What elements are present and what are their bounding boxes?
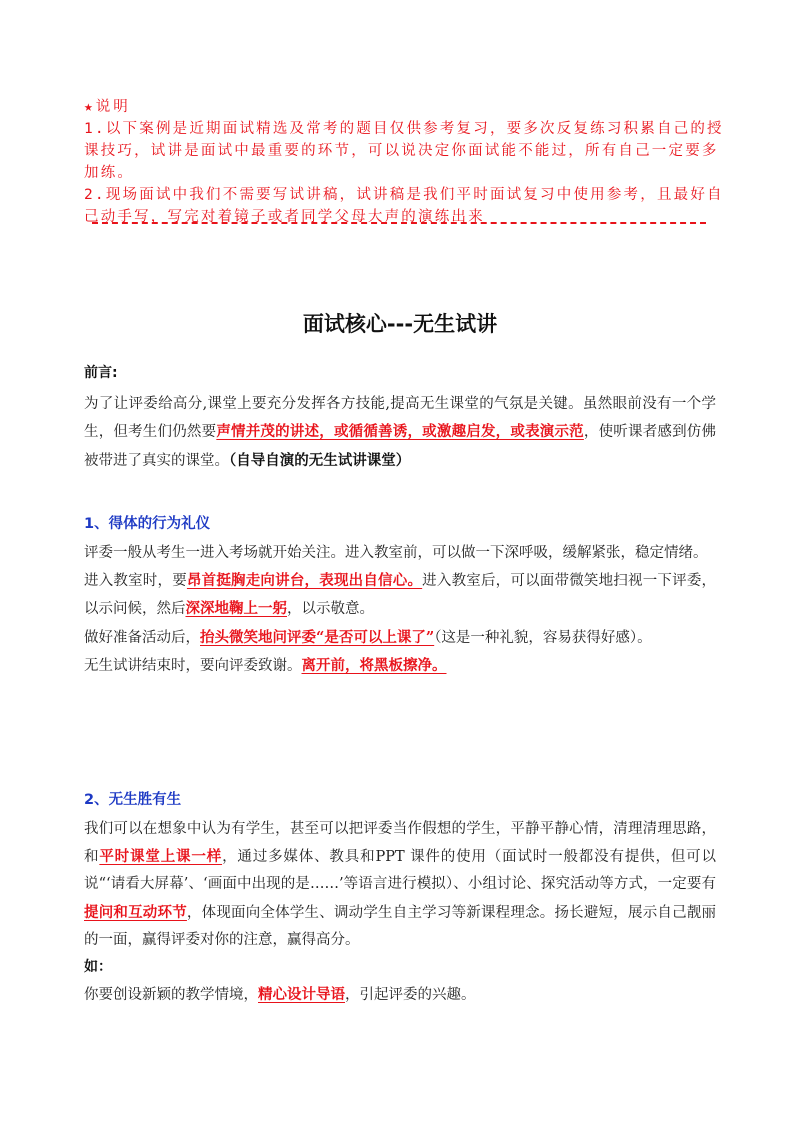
preface-bold-note: （自导自演的无生试讲课堂） bbox=[229, 451, 411, 469]
s2p1-text-c: ，体现面向全体学生、调动学生自主学习等新课程理念。扬长避短，展示自己靓丽的一面，赢得评委对你的注意，赢得高分。 bbox=[84, 904, 717, 948]
s2p1-highlight-1: 平时课堂上课一样 bbox=[99, 848, 223, 866]
document-title: 面试核心---无生试讲 bbox=[302, 312, 498, 336]
section-1-paragraph-4 bbox=[84, 652, 716, 680]
s2p2-text-b: ，引起评委的兴趣。 bbox=[345, 987, 476, 1004]
s1p2-text-a: 进入教室时，要 bbox=[84, 573, 187, 590]
s1p2-text-b: 进入教室后，可以面带微笑地扫视一下评委，以示问候，然后 bbox=[84, 573, 717, 618]
s1p3-highlight: 抬头微笑地问评委“是否可以上课了” bbox=[200, 628, 435, 646]
dashed-divider bbox=[92, 222, 706, 224]
section-1-paragraph-3 bbox=[84, 624, 716, 652]
s1p3-text-a: 做好准备活动后， bbox=[84, 629, 200, 646]
s1p2-highlight-1: 昂首挺胸走向讲台，表现出自信心。 bbox=[186, 572, 423, 590]
preface-text-b: ，使听课者感到仿佛被带进了真实的课堂。 bbox=[84, 424, 717, 469]
notice-heading: ★说明 bbox=[84, 99, 131, 115]
s1p3-text-b: （这是一种礼貌，容易获得好感）。 bbox=[434, 629, 652, 646]
section-1-paragraph-1: 评委一般从考生一进入考场就开始关注。进入教室前，可以做一下深呼吸，缓解紧张，稳定情绪。 bbox=[84, 545, 708, 561]
s2p2-highlight: 精心设计导语 bbox=[258, 986, 345, 1004]
preface-block bbox=[84, 360, 716, 475]
example-label: 如： bbox=[84, 959, 112, 976]
s1p2-text-c: ，以示敬意。 bbox=[287, 601, 374, 618]
section-1-heading: 1、得体的行为礼仪 bbox=[84, 516, 211, 532]
s1p4-text-a: 无生试讲结束时，要向评委致谢。 bbox=[84, 657, 302, 674]
s2p1-text-b: ，通过多媒体、教具和PPT 课件的使用（面试时一般都没有提供，但可以说“‘请看大屏幕’、‘画面中出现的是……’等语言进行模拟）、小组讨论、探究活动等方式，一定要有 bbox=[84, 849, 717, 893]
s1p2-highlight-2: 深深地鞠上一躬 bbox=[185, 600, 287, 618]
notice-line-1: 1.以下案例是近期面试精选及常考的题目仅供参考复习，要多次反复练习积累自己的授课技巧，试讲是面试中最重要的环节，可以说决定你面试能不能过，所有自己一定要多加练。 bbox=[84, 121, 724, 181]
preface-text-a: 为了让评委给高分,课堂上要充分发挥各方技能,提高无生课堂的气氛是关键。虽然眼前没有一个学生，但考生们仍然要 bbox=[84, 396, 716, 441]
section-2-paragraph-2 bbox=[84, 981, 716, 1009]
section-1-paragraph-2 bbox=[84, 567, 716, 623]
s1p4-highlight: 离开前，将黑板擦净。 bbox=[301, 656, 447, 674]
section-2-heading: 2、无生胜有生 bbox=[84, 792, 182, 808]
section-2-paragraph-1 bbox=[84, 816, 716, 954]
s2p1-text-a: 我们可以在想象中认为有学生，甚至可以把评委当作假想的学生，平静平静心情，清理清理思路，和 bbox=[84, 821, 716, 866]
preface-paragraph bbox=[84, 391, 716, 475]
section-1-body bbox=[84, 540, 716, 680]
s2p1-highlight-2: 提问和互动环节 bbox=[84, 903, 187, 921]
notice-box bbox=[84, 96, 724, 228]
preface-highlight: 声情并茂的讲述，或循循善诱，或激趣启发，或表演示范 bbox=[216, 423, 584, 441]
preface-label: 前言: bbox=[84, 365, 118, 381]
notice-line-2: 2.现场面试中我们不需要写试讲稿，试讲稿是我们平时面试复习中使用参考，且最好自己动手写，写完对着镜子或者同学父母大声的演练出来 bbox=[84, 187, 724, 225]
s2p2-text-a: 你要创设新颖的教学情境， bbox=[84, 987, 258, 1004]
section-2-body bbox=[84, 816, 716, 1009]
